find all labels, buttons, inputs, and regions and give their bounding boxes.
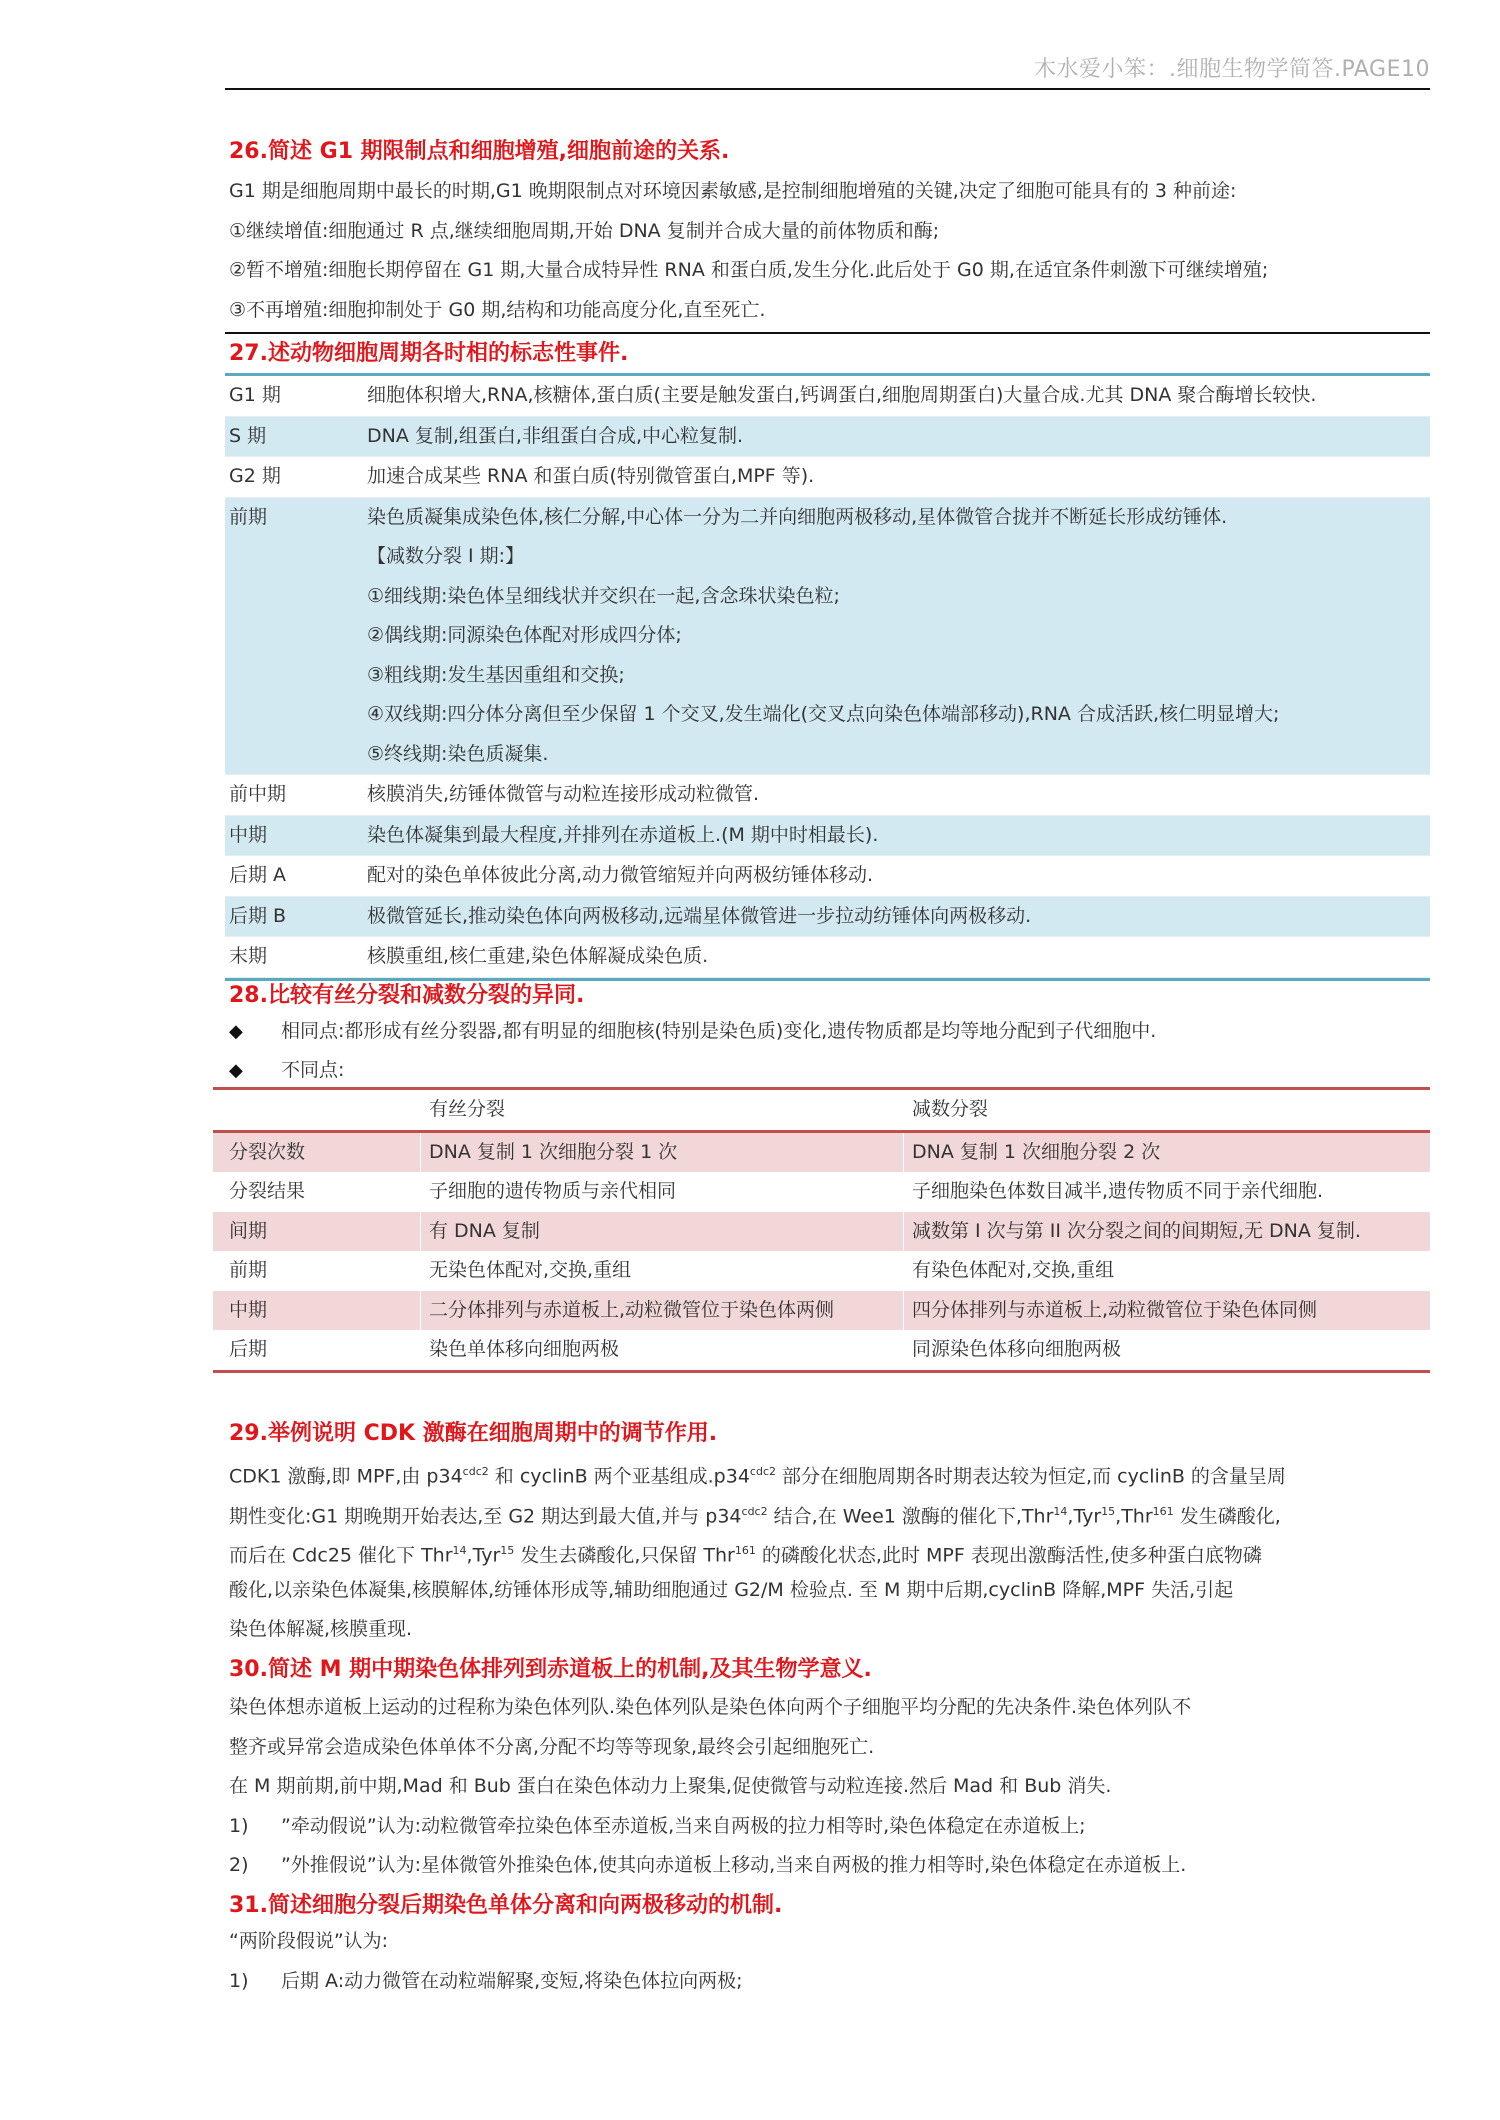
- table-row: [225, 457, 1430, 498]
- phase-name: 中期: [229, 823, 268, 846]
- table-cell: 减数第 I 次与第 II 次分裂之间的间期短,无 DNA 复制.: [912, 1219, 1361, 1242]
- paragraph-line: ③不再增殖:细胞抑制处于 G0 期,结构和功能高度分化,直至死亡.: [229, 298, 766, 321]
- table-cell: 四分体排列与赤道板上,动粒微管位于染色体同侧: [912, 1298, 1318, 1321]
- table-cell: 有 DNA 复制: [421, 1212, 904, 1252]
- question-30-title: 30.简述 M 期中期染色体排列到赤道板上的机制,及其生物学意义.: [229, 1657, 872, 1682]
- header-rule: [225, 88, 1430, 90]
- question-26-title: 26.简述 G1 期限制点和细胞增殖,细胞前途的关系.: [229, 139, 730, 164]
- question-27-title: 27.述动物细胞周期各时相的标志性事件.: [229, 341, 629, 366]
- question-28-title: 28.比较有丝分裂和减数分裂的异同.: [229, 983, 585, 1008]
- paragraph-line: 而后在 Cdc25 催化下 Thr$^{14}$,Tyr$^{15}$ 发生去磷酸化,只保留 Thr$^{161}$ 的磷酸化状态,此时 MPF 表现出激酶活性,使多种蛋白底物磷: [229, 1544, 1262, 1567]
- phase-name: 前期: [229, 505, 268, 528]
- paragraph-line: 染色体解凝,核膜重现.: [229, 1618, 413, 1640]
- phase-events: [367, 816, 1430, 856]
- table-row: [213, 1251, 1430, 1291]
- event-line: 极微管延长,推动染色体向两极移动,远端星体微管进一步拉动纺锤体向两极移动.: [367, 904, 1032, 927]
- table-header-row: [213, 1090, 1430, 1133]
- table-row: [225, 937, 1430, 978]
- paragraph-line: ②暂不增殖:细胞长期停留在 G1 期,大量合成特异性 RNA 和蛋白质,发生分化.此后处于 G0 期,在适宜条件刺激下可继续增殖;: [229, 259, 1269, 281]
- numbered-item: 1) ”牵动假说”认为:动粒微管牵拉染色体至赤道板,当来自两极的拉力相等时,染色体稳定在赤道板上;: [229, 1814, 1086, 1837]
- table-cell: 染色单体移向细胞两极: [421, 1330, 904, 1370]
- phase-name: 后期 A: [229, 864, 287, 886]
- phase-events: [367, 457, 1430, 497]
- column-header: 有丝分裂: [421, 1090, 904, 1130]
- table-row: [225, 816, 1430, 857]
- table-cell: 有染色体配对,交换,重组: [912, 1259, 1115, 1281]
- numbered-item: 2) ”外推假说”认为:星体微管外推染色体,使其向赤道板上移动,当来自两极的推力相等时,染色体稳定在赤道板上.: [229, 1854, 1187, 1876]
- phase-name: G2 期: [229, 465, 281, 487]
- row-label: 间期: [213, 1212, 421, 1252]
- question-31-body: [229, 1922, 1429, 2001]
- paragraph-line: CDK1 激酶,即 MPF,由 $p34^{cdc2}$ 和 cyclinB 两个亚基组成$.p34^{cdc2}$ 部分在细胞周期各时期表达较为恒定,而 cyclinB 的含量呈周: [229, 1465, 1286, 1488]
- phase-name: 末期: [229, 945, 268, 967]
- column-header: 减数分裂: [912, 1098, 989, 1120]
- event-line: ①细线期:染色体呈细线状并交织在一起,含念珠状染色粒;: [367, 584, 840, 607]
- table-row: [213, 1133, 1430, 1173]
- table-cell: 子细胞染色体数目减半,遗传物质不同于亲代细胞.: [912, 1180, 1324, 1202]
- event-line: 细胞体积增大,RNA,核糖体,蛋白质(主要是触发蛋白,钙调蛋白,细胞周期蛋白)大量合成.尤其 DNA 聚合酶增长较快.: [367, 384, 1317, 406]
- table-row: [213, 1291, 1430, 1331]
- paragraph-line: G1 期是细胞周期中最长的时期,G1 晚期限制点对环境因素敏感,是控制细胞增殖的关键,决定了细胞可能具有的 3 种前途:: [229, 180, 1237, 202]
- bullet-item: ◆ 相同点:都形成有丝分裂器,都有明显的细胞核(特别是染色质)变化,遗传物质都是均等地分配到子代细胞中.: [229, 1012, 1156, 1051]
- phase-events: [367, 376, 1430, 416]
- table-row: [225, 856, 1430, 897]
- row-label: 分裂结果: [213, 1172, 421, 1212]
- event-line: ⑤终线期:染色质凝集.: [367, 742, 549, 765]
- table-cell: DNA 复制 1 次细胞分裂 2 次: [912, 1140, 1161, 1163]
- phase-name: 前中期: [229, 783, 287, 805]
- cell-cycle-phase-table: [225, 373, 1430, 981]
- question-29-title: 29.举例说明 CDK 激酶在细胞周期中的调节作用.: [229, 1421, 718, 1446]
- question-30-body: [229, 1688, 1429, 1886]
- row-label: 前期: [213, 1251, 421, 1291]
- table-row: [213, 1172, 1430, 1212]
- event-line: ③粗线期:发生基因重组和交换;: [367, 663, 625, 686]
- question-31-title: 31.简述细胞分裂后期染色单体分离和向两极移动的机制.: [229, 1893, 783, 1918]
- table-cell: 无染色体配对,交换,重组: [421, 1251, 904, 1291]
- event-line: ④双线期:四分体分离但至少保留 1 个交叉,发生端化(交叉点向染色体端部移动),RNA 合成活跃,核仁明显增大;: [367, 703, 1280, 725]
- question-29-body: [229, 1452, 1429, 1650]
- phase-name: G1 期: [229, 384, 281, 406]
- event-line: 染色质凝集成染色体,核仁分解,中心体一分为二并向细胞两极移动,星体微管合拢并不断延长形成纺锤体.: [367, 505, 1228, 528]
- phase-events: [367, 897, 1430, 937]
- question-26-body: [229, 172, 1429, 330]
- mitosis-meiosis-table: [213, 1087, 1430, 1373]
- phase-events: [367, 856, 1430, 896]
- event-line: DNA 复制,组蛋白,非组蛋白合成,中心粒复制.: [367, 424, 744, 447]
- event-line: 配对的染色单体彼此分离,动力微管缩短并向两极纺锤体移动.: [367, 864, 874, 886]
- page-header: 木水爱小笨：.细胞生物学简答.PAGE10: [1034, 57, 1430, 82]
- comparison-bullets: [229, 1012, 1156, 1090]
- event-line: 核膜消失,纺锤体微管与动粒连接形成动粒微管.: [367, 783, 760, 805]
- event-line: 加速合成某些 RNA 和蛋白质(特别微管蛋白,MPF 等).: [367, 465, 815, 487]
- row-label: 后期: [213, 1330, 421, 1370]
- phase-events: [367, 937, 1430, 977]
- table-row: [213, 1212, 1430, 1252]
- paragraph-line: ①继续增值:细胞通过 R 点,继续细胞周期,开始 DNA 复制并合成大量的前体物质和酶;: [229, 219, 940, 242]
- phase-events: [367, 498, 1430, 775]
- event-line: 核膜重组,核仁重建,染色体解凝成染色质.: [367, 945, 709, 967]
- diamond-bullet-icon: ◆: [229, 1060, 243, 1081]
- table-row: [225, 376, 1430, 417]
- table-row: [225, 897, 1430, 938]
- row-label: 分裂次数: [213, 1133, 421, 1173]
- phase-events: [367, 775, 1430, 815]
- section-rule: [225, 332, 1430, 334]
- paragraph-line: 在 M 期前期,前中期,Mad 和 Bub 蛋白在染色体动力上聚集,促使微管与动粒连接.然后 Mad 和 Bub 消失.: [229, 1775, 1112, 1797]
- table-cell: 二分体排列与赤道板上,动粒微管位于染色体两侧: [421, 1291, 904, 1331]
- event-line: ②偶线期:同源染色体配对形成四分体;: [367, 624, 682, 646]
- row-label: 中期: [213, 1291, 421, 1331]
- event-line: 【减数分裂 I 期:】: [367, 545, 525, 567]
- diamond-bullet-icon: ◆: [229, 1021, 243, 1042]
- table-row: [213, 1330, 1430, 1370]
- table-row: [225, 775, 1430, 816]
- column-header: [213, 1090, 421, 1130]
- paragraph-line: 整齐或异常会造成染色体单体不分离,分配不均等等现象,最终会引起细胞死亡.: [229, 1735, 875, 1758]
- bullet-item: ◆ 不同点:: [229, 1051, 1156, 1090]
- phase-name: 后期 B: [229, 904, 287, 927]
- table-row: [225, 417, 1430, 458]
- event-line: 染色体凝集到最大程度,并排列在赤道板上.(M 期中时相最长).: [367, 823, 879, 846]
- table-cell: 子细胞的遗传物质与亲代相同: [421, 1172, 904, 1212]
- paragraph-line: “两阶段假说”认为:: [229, 1930, 389, 1952]
- phase-name: S 期: [229, 424, 267, 447]
- paragraph-line: 酸化,以亲染色体凝集,核膜解体,纺锤体形成等,辅助细胞通过 G2/M 检验点. 至 M 期中后期,cyclinB 降解,MPF 失活,引起: [229, 1578, 1234, 1601]
- paragraph-line: 染色体想赤道板上运动的过程称为染色体列队.染色体列队是染色体向两个子细胞平均分配的先决条件.染色体列队不: [229, 1696, 1192, 1718]
- phase-events: [367, 417, 1430, 457]
- paragraph-line: 期性变化:G1 期晚期开始表达,至 G2 期达到最大值,并与 $p34^{cdc2}$ 结合,在 Wee1 激酶的催化下,Thr$^{14}$,Tyr$^{15}$,Thr$^{161}$ 发生磷酸化,: [229, 1504, 1281, 1527]
- table-row: [225, 498, 1430, 776]
- table-cell: DNA 复制 1 次细胞分裂 1 次: [421, 1133, 904, 1173]
- numbered-item: 1) 后期 A:动力微管在动粒端解聚,变短,将染色体拉向两极;: [229, 1969, 743, 1992]
- table-cell: 同源染色体移向细胞两极: [912, 1338, 1122, 1360]
